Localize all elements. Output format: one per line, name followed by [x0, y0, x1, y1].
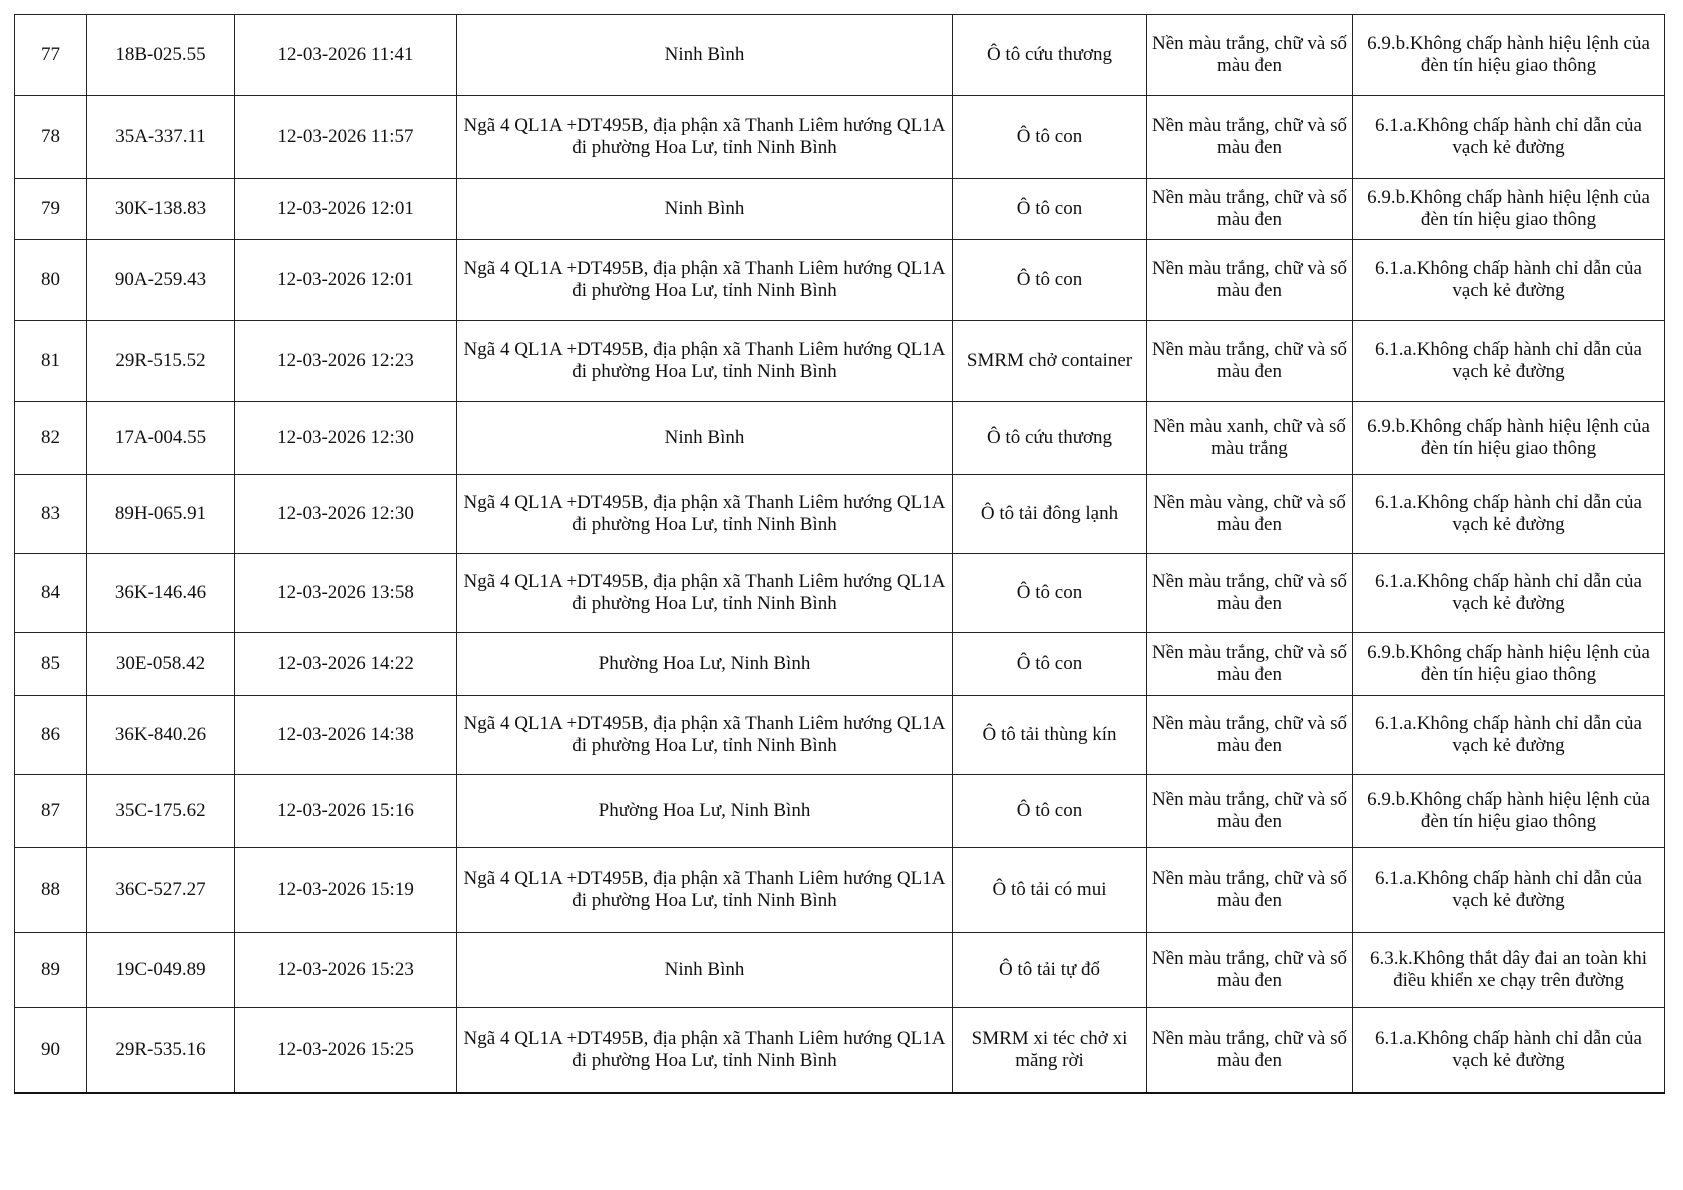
- table-row: [15, 402, 1665, 475]
- violation-time: 12-03-2026 15:23: [235, 933, 457, 1008]
- row-number: 78: [15, 96, 87, 179]
- violation-location: Ninh Bình: [457, 402, 953, 475]
- violation-description: 6.1.a.Không chấp hành chỉ dẫn của vạch kẻ đường: [1353, 554, 1665, 633]
- violation-location: Ngã 4 QL1A +DT495B, địa phận xã Thanh Liêm hướng QL1A đi phường Hoa Lư, tỉnh Ninh Bình: [457, 554, 953, 633]
- table-row: [15, 240, 1665, 321]
- violation-location: Ngã 4 QL1A +DT495B, địa phận xã Thanh Liêm hướng QL1A đi phường Hoa Lư, tỉnh Ninh Bình: [457, 321, 953, 402]
- violation-location: Ninh Bình: [457, 15, 953, 96]
- violation-description: 6.9.b.Không chấp hành hiệu lệnh của đèn tín hiệu giao thông: [1353, 179, 1665, 240]
- license-plate: 36C-527.27: [87, 848, 235, 933]
- license-plate: 90A-259.43: [87, 240, 235, 321]
- plate-color: Nền màu trắng, chữ và số màu đen: [1147, 554, 1353, 633]
- violations-table-body: [15, 15, 1665, 1093]
- row-number: 79: [15, 179, 87, 240]
- plate-color: Nền màu trắng, chữ và số màu đen: [1147, 1008, 1353, 1093]
- row-number: 86: [15, 696, 87, 775]
- row-number: 88: [15, 848, 87, 933]
- vehicle-type: Ô tô con: [953, 96, 1147, 179]
- violation-description: 6.9.b.Không chấp hành hiệu lệnh của đèn tín hiệu giao thông: [1353, 15, 1665, 96]
- row-number: 77: [15, 15, 87, 96]
- violation-time: 12-03-2026 11:57: [235, 96, 457, 179]
- plate-color: Nền màu trắng, chữ và số màu đen: [1147, 321, 1353, 402]
- vehicle-type: SMRM xi téc chở xi măng rời: [953, 1008, 1147, 1093]
- plate-color: Nền màu vàng, chữ và số màu đen: [1147, 475, 1353, 554]
- plate-color: Nền màu trắng, chữ và số màu đen: [1147, 696, 1353, 775]
- violation-location: Phường Hoa Lư, Ninh Bình: [457, 775, 953, 848]
- violation-location: Ngã 4 QL1A +DT495B, địa phận xã Thanh Liêm hướng QL1A đi phường Hoa Lư, tỉnh Ninh Bình: [457, 848, 953, 933]
- table-row: [15, 15, 1665, 96]
- row-number: 87: [15, 775, 87, 848]
- vehicle-type: Ô tô con: [953, 633, 1147, 696]
- violation-description: 6.3.k.Không thắt dây đai an toàn khi điều khiển xe chạy trên đường: [1353, 933, 1665, 1008]
- plate-color: Nền màu trắng, chữ và số màu đen: [1147, 848, 1353, 933]
- plate-color: Nền màu trắng, chữ và số màu đen: [1147, 240, 1353, 321]
- table-row: [15, 1008, 1665, 1093]
- violation-time: 12-03-2026 14:22: [235, 633, 457, 696]
- license-plate: 36K-146.46: [87, 554, 235, 633]
- row-number: 82: [15, 402, 87, 475]
- violation-time: 12-03-2026 12:30: [235, 402, 457, 475]
- violation-time: 12-03-2026 12:01: [235, 240, 457, 321]
- table-row: [15, 633, 1665, 696]
- license-plate: 30K-138.83: [87, 179, 235, 240]
- plate-color: Nền màu trắng, chữ và số màu đen: [1147, 633, 1353, 696]
- violation-description: 6.1.a.Không chấp hành chỉ dẫn của vạch kẻ đường: [1353, 848, 1665, 933]
- violation-location: Ngã 4 QL1A +DT495B, địa phận xã Thanh Liêm hướng QL1A đi phường Hoa Lư, tỉnh Ninh Bình: [457, 1008, 953, 1093]
- violation-description: 6.9.b.Không chấp hành hiệu lệnh của đèn tín hiệu giao thông: [1353, 402, 1665, 475]
- violation-description: 6.1.a.Không chấp hành chỉ dẫn của vạch kẻ đường: [1353, 696, 1665, 775]
- vehicle-type: Ô tô con: [953, 775, 1147, 848]
- table-row: [15, 848, 1665, 933]
- violation-time: 12-03-2026 12:30: [235, 475, 457, 554]
- vehicle-type: Ô tô con: [953, 179, 1147, 240]
- violation-time: 12-03-2026 15:25: [235, 1008, 457, 1093]
- vehicle-type: Ô tô tải thùng kín: [953, 696, 1147, 775]
- table-row: [15, 696, 1665, 775]
- vehicle-type: Ô tô con: [953, 240, 1147, 321]
- plate-color: Nền màu trắng, chữ và số màu đen: [1147, 15, 1353, 96]
- license-plate: 29R-515.52: [87, 321, 235, 402]
- violation-description: 6.1.a.Không chấp hành chỉ dẫn của vạch kẻ đường: [1353, 321, 1665, 402]
- table-row: [15, 179, 1665, 240]
- plate-color: Nền màu trắng, chữ và số màu đen: [1147, 775, 1353, 848]
- violation-location: Ngã 4 QL1A +DT495B, địa phận xã Thanh Liêm hướng QL1A đi phường Hoa Lư, tỉnh Ninh Bình: [457, 475, 953, 554]
- violation-location: Ngã 4 QL1A +DT495B, địa phận xã Thanh Liêm hướng QL1A đi phường Hoa Lư, tỉnh Ninh Bình: [457, 96, 953, 179]
- violation-time: 12-03-2026 13:58: [235, 554, 457, 633]
- vehicle-type: Ô tô tải đông lạnh: [953, 475, 1147, 554]
- row-number: 85: [15, 633, 87, 696]
- license-plate: 19C-049.89: [87, 933, 235, 1008]
- violations-table: [14, 14, 1665, 1094]
- license-plate: 35C-175.62: [87, 775, 235, 848]
- violation-time: 12-03-2026 11:41: [235, 15, 457, 96]
- violation-time: 12-03-2026 15:16: [235, 775, 457, 848]
- license-plate: 36K-840.26: [87, 696, 235, 775]
- vehicle-type: SMRM chở container: [953, 321, 1147, 402]
- violation-description: 6.1.a.Không chấp hành chỉ dẫn của vạch kẻ đường: [1353, 1008, 1665, 1093]
- plate-color: Nền màu trắng, chữ và số màu đen: [1147, 933, 1353, 1008]
- plate-color: Nền màu trắng, chữ và số màu đen: [1147, 96, 1353, 179]
- table-row: [15, 475, 1665, 554]
- vehicle-type: Ô tô cứu thương: [953, 402, 1147, 475]
- violation-location: Ninh Bình: [457, 179, 953, 240]
- violation-location: Ninh Bình: [457, 933, 953, 1008]
- row-number: 83: [15, 475, 87, 554]
- row-number: 81: [15, 321, 87, 402]
- row-number: 84: [15, 554, 87, 633]
- row-number: 80: [15, 240, 87, 321]
- table-row: [15, 933, 1665, 1008]
- table-row: [15, 96, 1665, 179]
- license-plate: 35A-337.11: [87, 96, 235, 179]
- violation-description: 6.1.a.Không chấp hành chỉ dẫn của vạch kẻ đường: [1353, 475, 1665, 554]
- license-plate: 29R-535.16: [87, 1008, 235, 1093]
- table-row: [15, 775, 1665, 848]
- violation-description: 6.9.b.Không chấp hành hiệu lệnh của đèn tín hiệu giao thông: [1353, 775, 1665, 848]
- license-plate: 17A-004.55: [87, 402, 235, 475]
- violation-time: 12-03-2026 12:23: [235, 321, 457, 402]
- violation-location: Phường Hoa Lư, Ninh Bình: [457, 633, 953, 696]
- table-row: [15, 554, 1665, 633]
- violation-time: 12-03-2026 14:38: [235, 696, 457, 775]
- row-number: 89: [15, 933, 87, 1008]
- plate-color: Nền màu xanh, chữ và số màu trắng: [1147, 402, 1353, 475]
- license-plate: 89H-065.91: [87, 475, 235, 554]
- license-plate: 18B-025.55: [87, 15, 235, 96]
- violation-description: 6.1.a.Không chấp hành chỉ dẫn của vạch kẻ đường: [1353, 240, 1665, 321]
- violation-time: 12-03-2026 12:01: [235, 179, 457, 240]
- violation-description: 6.1.a.Không chấp hành chỉ dẫn của vạch kẻ đường: [1353, 96, 1665, 179]
- plate-color: Nền màu trắng, chữ và số màu đen: [1147, 179, 1353, 240]
- vehicle-type: Ô tô tải tự đổ: [953, 933, 1147, 1008]
- vehicle-type: Ô tô cứu thương: [953, 15, 1147, 96]
- violation-description: 6.9.b.Không chấp hành hiệu lệnh của đèn tín hiệu giao thông: [1353, 633, 1665, 696]
- row-number: 90: [15, 1008, 87, 1093]
- vehicle-type: Ô tô tải có mui: [953, 848, 1147, 933]
- table-row: [15, 321, 1665, 402]
- violation-time: 12-03-2026 15:19: [235, 848, 457, 933]
- license-plate: 30E-058.42: [87, 633, 235, 696]
- vehicle-type: Ô tô con: [953, 554, 1147, 633]
- violation-location: Ngã 4 QL1A +DT495B, địa phận xã Thanh Liêm hướng QL1A đi phường Hoa Lư, tỉnh Ninh Bình: [457, 240, 953, 321]
- violation-location: Ngã 4 QL1A +DT495B, địa phận xã Thanh Liêm hướng QL1A đi phường Hoa Lư, tỉnh Ninh Bình: [457, 696, 953, 775]
